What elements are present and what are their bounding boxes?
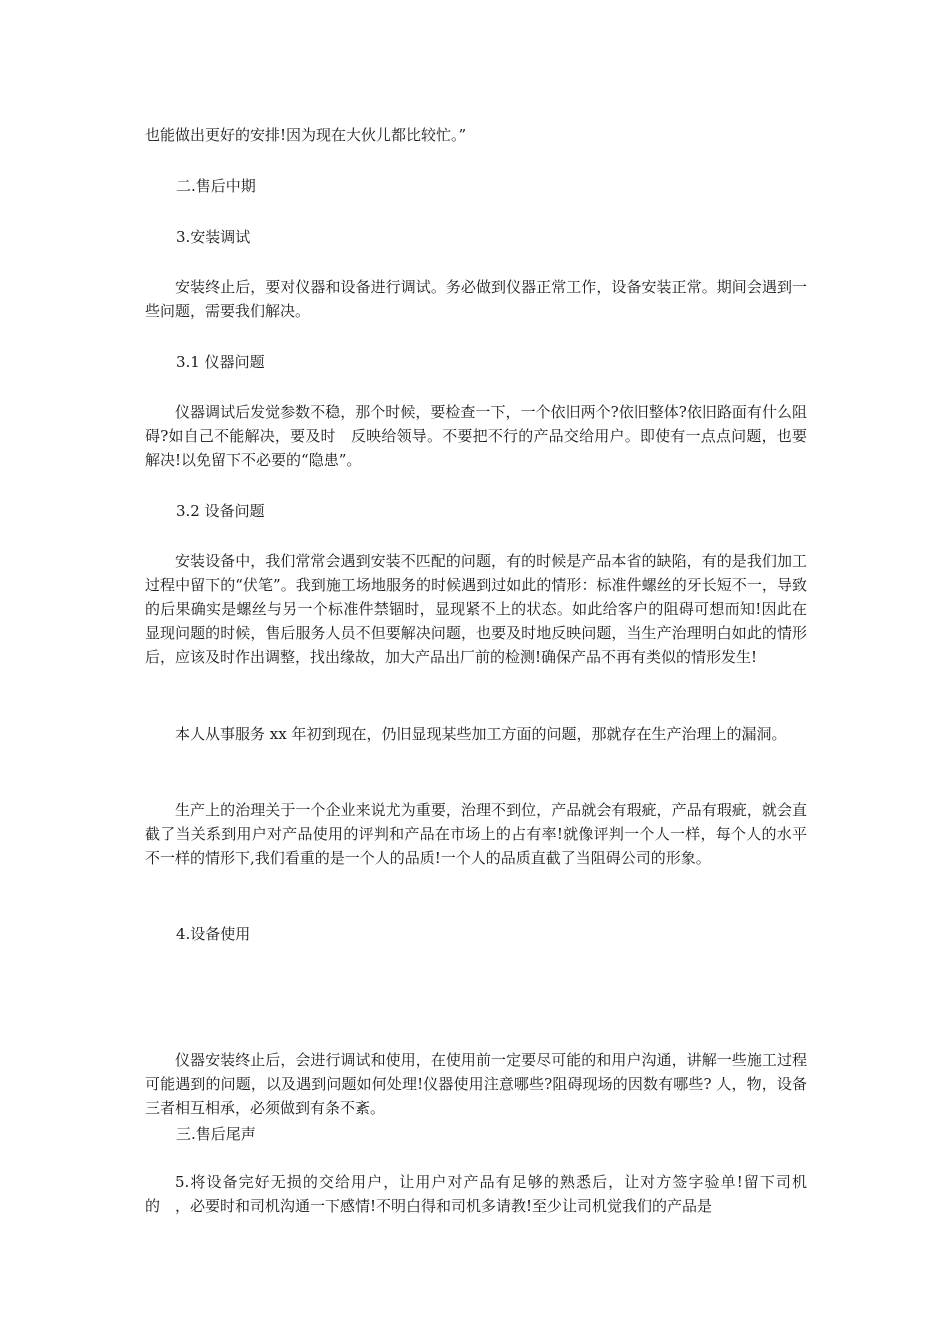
paragraph-production-management: 生产上的治理关于一个企业来说尤为重要，治理不到位，产品就会有瑕疵，产品有瑕疵，就会直截了当关系到用户对产品使用的评判和产品在市场上的占有率!就像评判一个人一样，每个人的水平不一样的情形下,我们看重的是一个人的品质!一个人的品质直截了当阻碍公司的形象。 — [145, 801, 807, 867]
intro-paragraph: 也能做出更好的安排!因为现在大伙儿都比较忙。” — [145, 126, 467, 144]
heading-instrument-issues: 3.1 仪器问题 — [176, 353, 265, 371]
section-heading-after-sales-mid: 二.售后中期 — [176, 177, 256, 195]
heading-equipment-usage: 4.设备使用 — [176, 925, 251, 943]
section-heading-after-sales-end: 三.售后尾声 — [176, 1125, 256, 1143]
paragraph-installation-debugging: 安装终止后，要对仪器和设备进行调试。务必做到仪器正常工作，设备安装正常。期间会遇到一些问题，需要我们解决。 — [145, 278, 807, 320]
paragraph-handover: 5.将设备完好无损的交给用户，让用户对产品有足够的熟悉后，让对方签字验单!留下司机的 ，必要时和司机沟通一下感情!不明白得和司机多请教!至少让司机觉我们的产品是 — [145, 1173, 807, 1215]
paragraph-equipment-issues: 安装设备中，我们常常会遇到安装不匹配的问题，有的时候是产品本省的缺陷，有的是我们加工过程中留下的“伏笔”。我到施工场地服务的时候遇到过如此的情形：标准件螺丝的牙长短不一，导致的后果确实是螺丝与另一个标准件禁锢时，显现紧不上的状态。如此给客户的阻碍可想而知!因此在显现问题的时候，售后服务人员不但要解决问题，也要及时地反映问题，当生产治理明白如此的情形后，应该及时作出调整，找出缘故，加大产品出厂前的检测!确保产品不再有类似的情形发生! — [145, 552, 807, 666]
paragraph-equipment-usage: 仪器安装终止后，会进行调试和使用，在使用前一定要尽可能的和用户沟通，讲解一些施工过程可能遇到的问题，以及遇到问题如何处理!仪器使用注意哪些?阻碍现场的因数有哪些? 人，物，设备三者相互相承，必须做到有条不紊。 — [145, 1051, 807, 1117]
heading-installation-debugging: 3.安装调试 — [176, 228, 251, 246]
paragraph-instrument-issues: 仪器调试后发觉参数不稳，那个时候，要检查一下，一个依旧两个?依旧整体?依旧路面有什么阻碍?如自己不能解决，要及时 反映给领导。不要把不行的产品交给用户。即使有一点点问题，也要解决!以免留下不必要的“隐患”。 — [145, 403, 807, 469]
paragraph-experience: 本人从事服务 xx 年初到现在，仍旧显现某些加工方面的问题，那就存在生产治理上的漏洞。 — [175, 725, 787, 743]
heading-equipment-issues: 3.2 设备问题 — [176, 502, 265, 520]
